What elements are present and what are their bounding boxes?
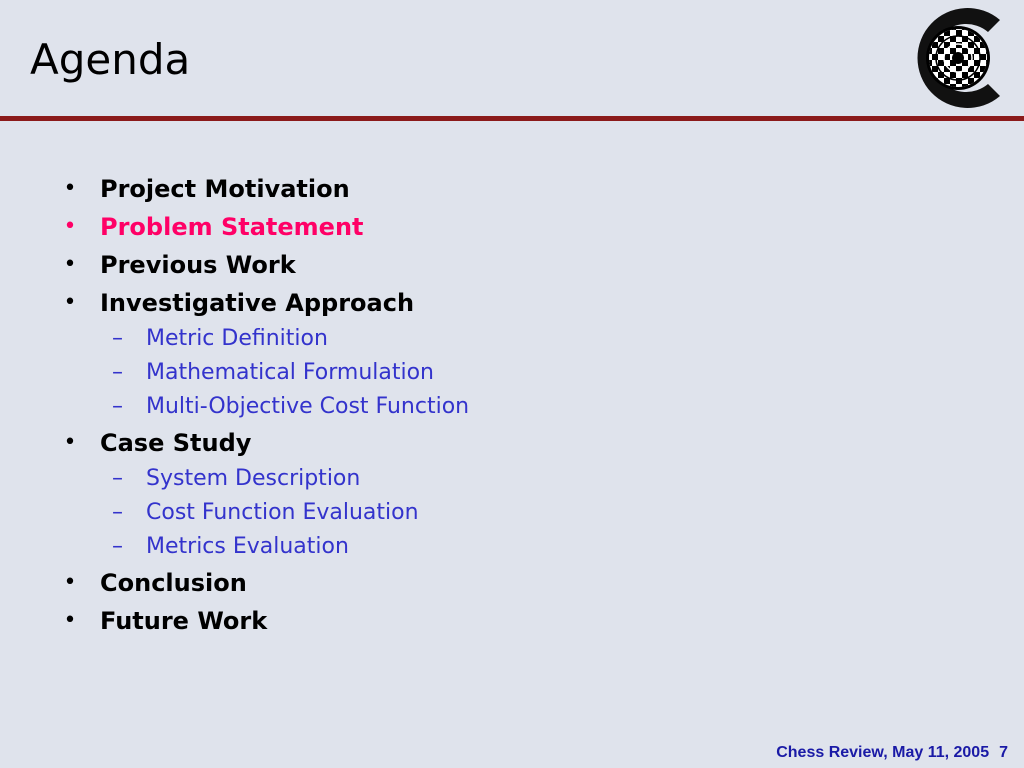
agenda-item	[60, 170, 960, 208]
agenda-item-label: Problem Statement	[100, 213, 364, 241]
agenda-subitem	[60, 390, 960, 424]
agenda-subitem-label: System Description	[146, 466, 361, 491]
page-number: 7	[999, 744, 1008, 761]
bullet-icon: •	[63, 214, 77, 239]
slide-title: Agenda	[30, 35, 191, 84]
bullet-icon: •	[63, 430, 77, 455]
agenda-list	[60, 170, 960, 640]
bullet-icon: •	[63, 570, 77, 595]
agenda-item	[60, 564, 960, 602]
dash-icon: –	[112, 534, 123, 559]
agenda-item-label: Project Motivation	[100, 175, 350, 203]
agenda-item-label: Investigative Approach	[100, 289, 415, 317]
agenda-item	[60, 284, 960, 322]
dash-icon: –	[112, 326, 123, 351]
agenda-item-label: Previous Work	[100, 251, 296, 279]
dash-icon: –	[112, 466, 123, 491]
agenda-subitem	[60, 322, 960, 356]
agenda-item-label: Conclusion	[100, 569, 247, 597]
agenda-subitem	[60, 530, 960, 564]
agenda-item-active	[60, 208, 960, 246]
agenda-subitem-label: Mathematical Formulation	[146, 360, 434, 385]
slide-footer	[776, 744, 1008, 762]
dash-icon: –	[112, 500, 123, 525]
bullet-icon: •	[63, 608, 77, 633]
agenda-subitem-label: Metric Definition	[146, 326, 328, 351]
footer-text: Chess Review, May 11, 2005	[776, 744, 990, 761]
dash-icon: –	[112, 360, 123, 385]
agenda-subitem-label: Multi-Objective Cost Function	[146, 394, 470, 419]
bullet-icon: •	[63, 252, 77, 277]
agenda-item-label: Future Work	[100, 607, 268, 635]
agenda-subitem-label: Cost Function Evaluation	[146, 500, 419, 525]
dash-icon: –	[112, 394, 123, 419]
agenda-subitem-label: Metrics Evaluation	[146, 534, 349, 559]
bullet-icon: •	[63, 176, 77, 201]
agenda-item	[60, 602, 960, 640]
bullet-icon: •	[63, 290, 77, 315]
agenda-subitem	[60, 496, 960, 530]
agenda-item-label: Case Study	[100, 429, 252, 457]
agenda-subitem	[60, 356, 960, 390]
agenda-item	[60, 246, 960, 284]
title-divider	[0, 116, 1024, 121]
agenda-item	[60, 424, 960, 462]
chess-c-logo-icon	[896, 6, 1014, 110]
agenda-subitem	[60, 462, 960, 496]
